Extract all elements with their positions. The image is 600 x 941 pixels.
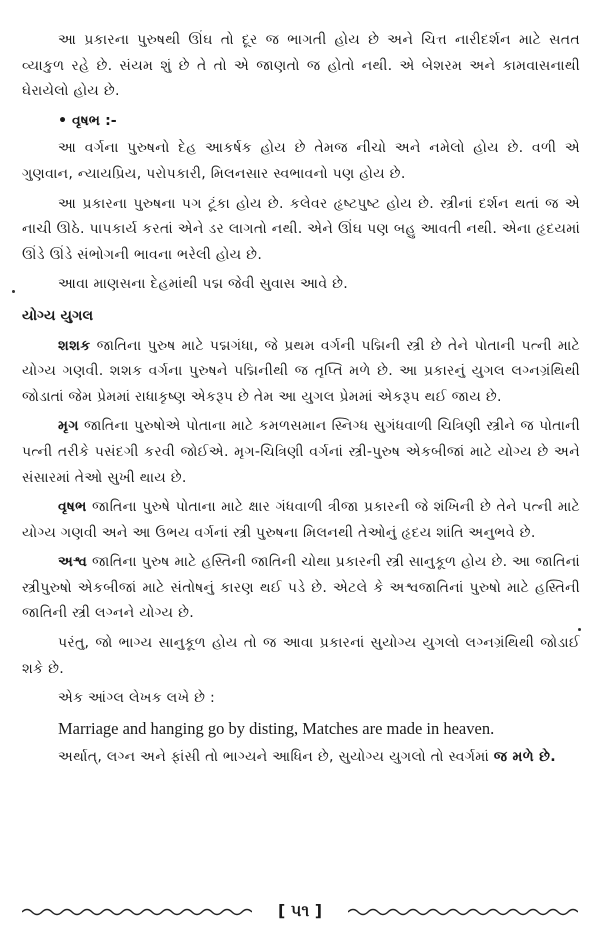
paragraph-shashak: શશક જાતિના પુરુષ માટે પદ્મગંધા, જે પ્રથમ વર્ગની પદ્મિની સ્ત્રી છે તેને પોતાની પત્ની માટે યોગ્ય ગણવી. શશક વર્ગના પુરુષને પદ્મિનીથી જ તૃપ્તિ મળે છે. આ પ્રકારનું યુગલ લગ્નગ્રંથિથી જોડાતાં જેમ પ્રેમમાં રાધાકૃષ્ણ એકરૂપ છે તેમ આ યુગલ પ્રેમમાં એકરૂપ થઈ જાય છે. xyxy=(22,337,580,405)
paragraph-arthat: અર્થાત્, લગ્ન અને ફાંસી તો ભાગ્યને આધિન છે, સુયોગ્ય યુગલો તો સ્વર્ગમાં જ મળે છે. xyxy=(58,749,556,766)
scan-speck xyxy=(578,628,581,631)
document-page xyxy=(22,28,580,775)
scan-speck xyxy=(12,290,15,293)
page-footer xyxy=(22,896,578,926)
lead-word: વૃષભ xyxy=(58,499,87,516)
paragraph-2: આ વર્ગના પુરુષનો દેહ આકર્ષક હોય છે તેમજ નીચો અને નમેલો હોય છે. વળી એ ગુણવાન, ન્યાયપ્રિય, પરોપકારી, મિલનસાર સ્વભાવનો પણ હોય છે. xyxy=(22,140,580,182)
heading-vrushabh: • વૃષભ :- xyxy=(58,112,117,129)
paragraph-ashva: અશ્વ જાતિના પુરુષ માટે હસ્તિની જાતિની ચોથા પ્રકારની સ્ત્રી સાનુકૂળ હોય છે. આ જાતિનાં સ્ત્રીપુરુષો એકબીજાં માટે સંતોષનું કારણ થઈ પડે છે. એટલે કે અશ્વજાતિનાં પુરુષો માટે હસ્તિની જાતિની સ્ત્રી લગ્નને યોગ્ય છે. xyxy=(22,554,580,622)
paragraph-mrug: મૃગ જાતિના પુરુષોએ પોતાના માટે કમળસમાન સ્નિગ્ધ સુગંધવાળી ચિત્રિણી સ્ત્રીને જ પોતાની પત્ની તરીકે પસંદગી કરવી જોઈએ. મૃગ-ચિત્રિણી વર્ગનાં સ્ત્રી-પુરુષ એકબીજાં માટે યોગ્ય છે અને સંસારમાં તેઓ સુખી થાય છે. xyxy=(22,418,580,486)
paragraph-vrushabh: વૃષભ જાતિના પુરુષે પોતાના માટે ક્ષાર ગંધવાળી ત્રીજા પ્રકારની જે શંખિની છે તેને પત્ની માટે યોગ્ય ગણવી અને આ ઉભય વર્ગનાં સ્ત્રી પુરુષના મિલનથી તેઓનું હૃદય શાંતિ અનુભવે છે. xyxy=(22,499,581,541)
wave-ornament-left-icon xyxy=(22,906,252,918)
english-quote: Marriage and hanging go by disting, Matches are made in heaven. xyxy=(58,718,495,738)
tail-bold: જ મળે છે. xyxy=(493,749,556,766)
paragraph-1: આ પ્રકારના પુરુષથી ઊંઘ તો દૂર જ ભાગતી હોય છે અને ચિત્ત નારીદર્શન માટે સતત વ્યાકુળ રહે છે. સંયમ શું છે તે તો એ જાણતો જ હોતો નથી. એ બેશરમ અને કામવાસનાથી ઘેરાયેલો હોય છે. xyxy=(22,32,580,100)
lead-word: શશક xyxy=(58,337,91,354)
paragraph-bhagya: પરંતુ, જો ભાગ્ય સાનુકૂળ હોય તો જ આવા પ્રકારનાં સુયોગ્ય યુગલો લગ્નગ્રંથિથી જોડાઈ શકે છે. xyxy=(22,635,580,677)
paragraph-author: એક આંગ્લ લેખક લખે છે : xyxy=(58,690,216,707)
heading-yogya-yugal: યોગ્ય યુગલ xyxy=(22,307,94,324)
page-number: [ ૫૧ ] xyxy=(277,901,323,920)
paragraph-3: આ પ્રકારના પુરુષના પગ ટૂંકા હોય છે. કલેવર હૃષ્ટપુષ્ટ હોય છે. સ્ત્રીનાં દર્શન થતાં જ એ નાચી ઊઠે. પાપકાર્ય કરતાં એને ડર લાગતો નથી. એને ઊંઘ પણ બહુ આવતી નથી. એના હૃદયમાં ઊંડે ઊંડે સંભોગની ભાવના ભરેલી હોય છે. xyxy=(22,195,580,263)
wave-ornament-right-icon xyxy=(348,906,578,918)
paragraph-4: આવા માણસના દેહમાંથી પદ્મ જેવી સુવાસ આવે છે. xyxy=(58,276,348,293)
lead-word: અશ્વ xyxy=(58,554,88,571)
lead-word: મૃગ xyxy=(58,418,79,435)
